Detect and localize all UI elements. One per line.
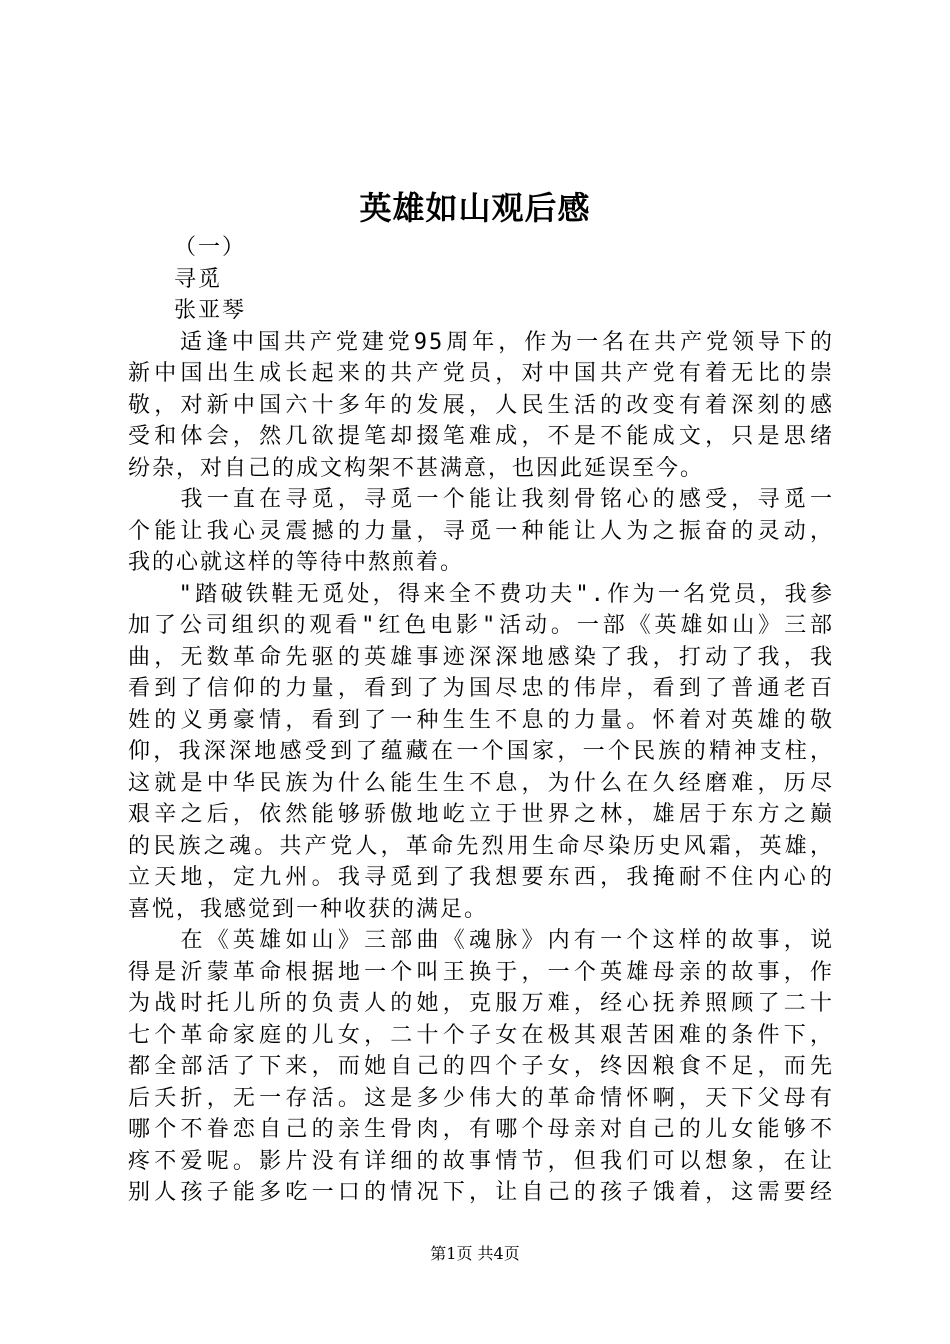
text-line: 我一直在寻觅，寻觅一个能让我刻骨铭心的感受，寻觅一: [128, 487, 834, 512]
text-line: 新中国出生成长起来的共产党员，对中国共产党有着无比的崇: [128, 361, 834, 386]
document-title: 英雄如山观后感: [359, 189, 591, 227]
text-line: 艰辛之后，依然能够骄傲地屹立于世界之林，雄居于东方之巅: [128, 802, 834, 827]
text-line: 看到了信仰的力量，看到了为国尽忠的伟岸，看到了普通老百: [128, 676, 834, 701]
text-line: 都全部活了下来，而她自己的四个子女，终因粮食不足，而先: [128, 1054, 834, 1079]
text-line: 喜悦，我感觉到一种收获的满足。: [128, 896, 489, 922]
text-line: 别人孩子能多吃一口的情况下，让自己的孩子饿着，这需要经: [128, 1180, 834, 1205]
document-body: [128, 232, 834, 1209]
text-line: 在《英雄如山》三部曲《魂脉》内有一个这样的故事，说: [128, 928, 834, 953]
text-line: 得是沂蒙革命根据地一个叫王换于，一个英雄母亲的故事，作: [128, 959, 834, 985]
text-line: 疼不爱呢。影片没有详细的故事情节，但我们可以想象，在让: [128, 1148, 834, 1174]
text-line: 七个革命家庭的儿女，二十个子女在极其艰苦困难的条件下，: [128, 1022, 834, 1048]
text-line: "踏破铁鞋无觅处，得来全不费功夫".作为一名党员，我参: [128, 581, 834, 607]
section-heading: （一）: [174, 235, 247, 260]
section-subtitle: 寻觅: [174, 266, 223, 292]
text-line: 受和体会，然几欲提笔却掇笔难成，不是不能成文，只是思绪: [128, 424, 834, 449]
text-line: 敬，对新中国六十多年的发展，人民生活的改变有着深刻的感: [128, 392, 834, 418]
text-line: 曲，无数革命先驱的英雄事迹深深地感染了我，打动了我，我: [128, 644, 834, 670]
text-line: 后夭折，无一存活。这是多少伟大的革命情怀啊，天下父母有: [128, 1085, 834, 1111]
text-line: 个能让我心灵震撼的力量，寻觅一种能让人为之振奋的灵动，: [128, 518, 834, 544]
text-line: 这就是中华民族为什么能生生不息，为什么在久经磨难，历尽: [128, 770, 834, 796]
text-line: 的民族之魂。共产党人，革命先烈用生命尽染历史风霜，英雄，: [128, 833, 834, 859]
text-line: 哪个不眷恋自己的亲生骨肉，有哪个母亲对自己的儿女能够不: [128, 1117, 834, 1142]
text-line: 纷杂，对自己的成文构架不甚满意，也因此延误至今。: [128, 455, 705, 481]
text-line: 适逢中国共产党建党95周年，作为一名在共产党领导下的: [128, 329, 834, 355]
text-line: 仰，我深深地感受到了蕴藏在一个国家，一个民族的精神支柱，: [128, 739, 834, 764]
text-line: 姓的义勇豪情，看到了一种生生不息的力量。怀着对英雄的敬: [128, 707, 834, 733]
text-line: 加了公司组织的观看"红色电影"活动。一部《英雄如山》三部: [128, 613, 834, 638]
text-line: 为战时托儿所的负责人的她，克服万难，经心抚养照顾了二十: [128, 991, 834, 1016]
text-line: 立天地，定九州。我寻觅到了我想要东西，我掩耐不住内心的: [128, 865, 834, 890]
body-text: [128, 327, 834, 1209]
page-footer: 第1页 共4页: [430, 1244, 520, 1263]
text-line: 我的心就这样的等待中熬煎着。: [128, 550, 465, 575]
author-name: 张亚琴: [174, 298, 247, 323]
